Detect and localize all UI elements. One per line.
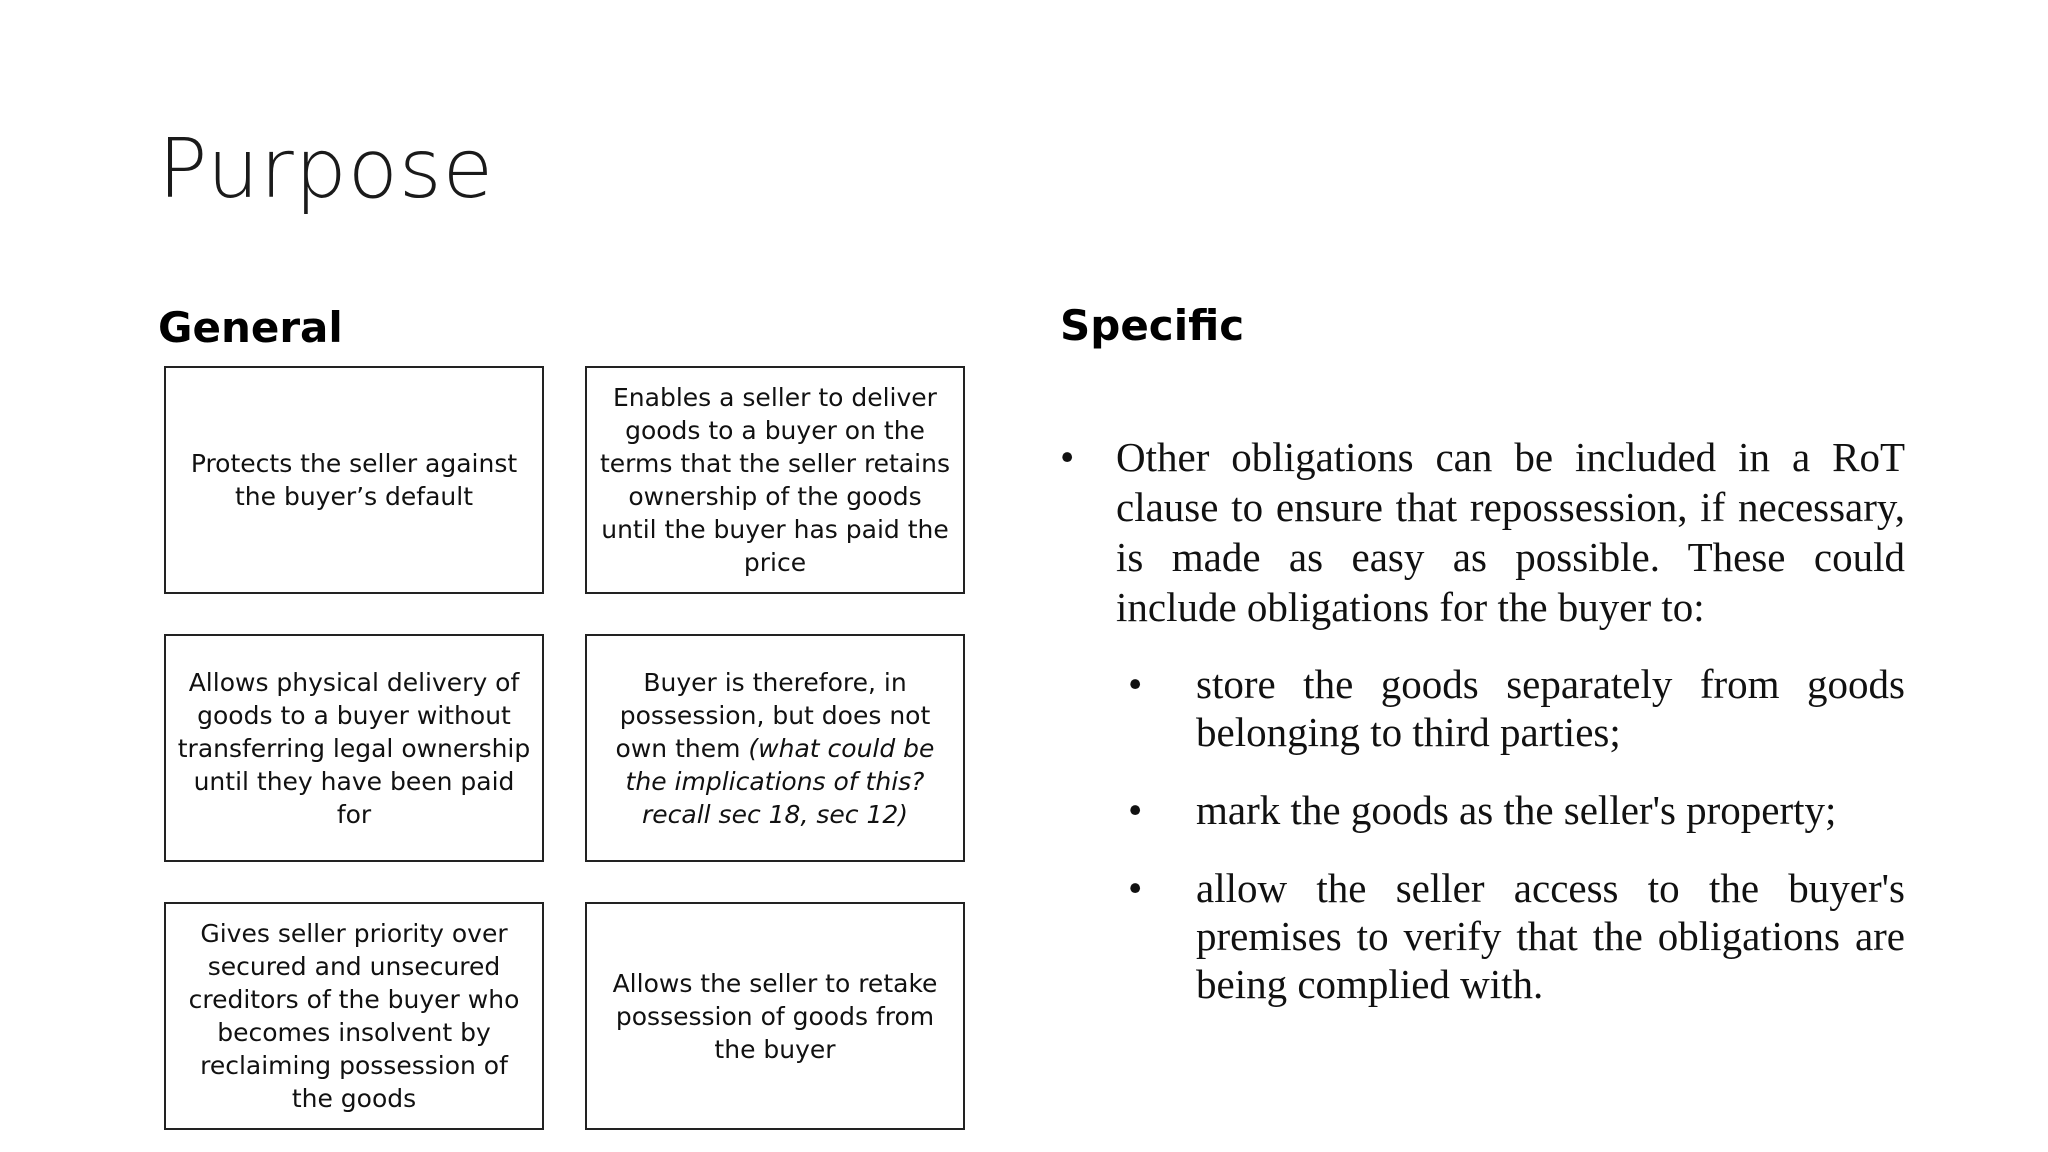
general-box-buyer-possession <box>585 634 965 862</box>
general-box-protects-seller <box>164 366 544 594</box>
box-text: Enables a seller to deliver goods to a buyer on the terms that the seller retains ownership of the goods until the buyer has paid the price <box>600 383 950 577</box>
general-box-retake-possession <box>585 902 965 1130</box>
box-text-italic: (what could be the implications of this? recall sec 18, sec 12) <box>625 733 935 829</box>
specific-sub-bullet <box>1128 660 1905 756</box>
bullet-text: Other obligations can be included in a RoT clause to ensure that repossession, if necessary, is made as easy as possible. These could include obligations for the buyer to: <box>1116 434 1905 630</box>
box-text: Gives seller priority over secured and unsecured creditors of the buyer who becomes insolvent by reclaiming possession of the goods <box>188 919 520 1113</box>
bullet-dot: • <box>1060 434 1075 480</box>
box-text <box>597 666 953 831</box>
general-box-physical-delivery <box>164 634 544 862</box>
specific-heading: Specific <box>1060 301 1245 350</box>
bullet-text: mark the goods as the seller's property; <box>1196 787 1837 833</box>
specific-main-bullet <box>1060 432 1905 632</box>
specific-list <box>1060 432 1905 1038</box>
bullet-dot: • <box>1128 865 1143 911</box>
slide-title: Purpose <box>158 122 495 217</box>
box-text: Protects the seller against the buyer’s default <box>190 449 518 511</box>
box-text-regular: Buyer is therefore, in possession, but does not own them <box>615 667 931 763</box>
specific-sub-bullet <box>1128 786 1905 834</box>
bullet-dot: • <box>1128 787 1143 833</box>
specific-sub-bullet <box>1128 864 1905 1008</box>
general-box-enables-delivery <box>585 366 965 594</box>
bullet-text: allow the seller access to the buyer's premises to verify that the obligations are being complied with. <box>1196 865 1905 1007</box>
general-heading: General <box>158 303 343 352</box>
box-text: Allows physical delivery of goods to a buyer without transferring legal ownership until they have been paid for <box>177 667 531 829</box>
bullet-dot: • <box>1128 661 1143 707</box>
bullet-text: store the goods separately from goods belonging to third parties; <box>1196 661 1905 755</box>
box-text: Allows the seller to retake possession of goods from the buyer <box>612 968 938 1064</box>
general-box-priority <box>164 902 544 1130</box>
